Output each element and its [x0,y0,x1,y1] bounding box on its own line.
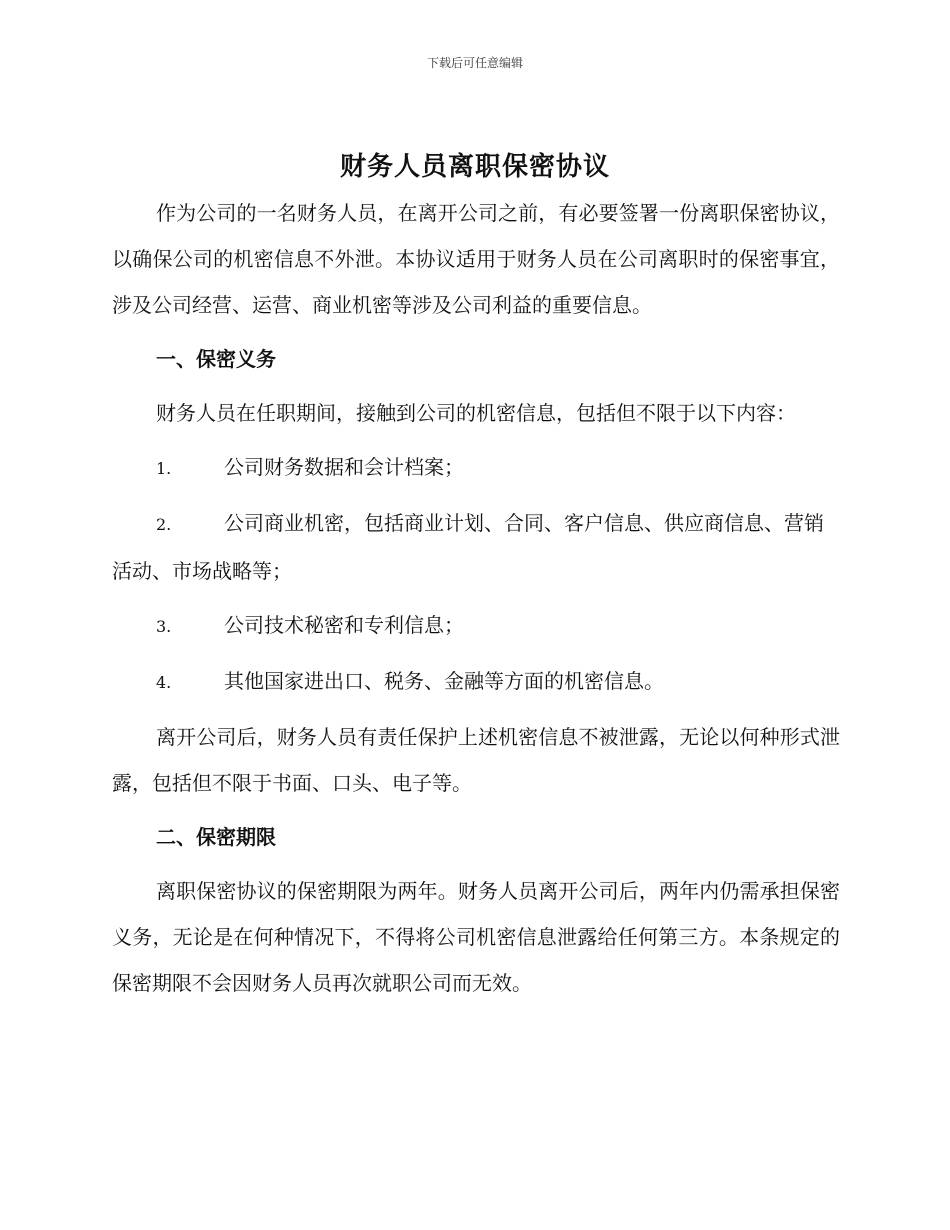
document-title: 财务人员离职保密协议 [339,152,610,182]
list-item [112,658,840,706]
list-item-text: 公司财务数据和会计档案； [224,455,464,479]
section1-lead-paragraph: 财务人员在任职期间，接触到公司的机密信息，包括但不限于以下内容： [156,401,796,425]
list-item-number: 2. [156,515,172,534]
list-item-number: 3. [156,617,172,636]
list-item-text: 其他国家进出口、税务、金融等方面的机密信息。 [224,669,664,693]
list-item-text: 公司商业机密，包括商业计划、合同、客户信息、供应商信息、营销活动、市场战略等； [112,511,824,583]
list-item-number: 4. [156,673,172,692]
intro-paragraph: 作为公司的一名财务人员，在离开公司之前，有必要签署一份离职保密协议，以确保公司的机密信息不外泄。本协议适用于财务人员在公司离职时的保密事宜，涉及公司经营、运营、商业机密等涉及公司利益的重要信息。 [112,201,840,317]
section2-body-paragraph: 离职保密协议的保密期限为两年。财务人员离开公司后，两年内仍需承担保密义务，无论是在何种情况下，不得将公司机密信息泄露给任何第三方。本条规定的保密期限不会因财务人员再次就职公司而无效。 [112,879,840,995]
list-item [112,444,840,492]
section1-closing-paragraph: 离开公司后，财务人员有责任保护上述机密信息不被泄露，无论以何种形式泄露，包括但不限于书面、口头、电子等。 [112,725,840,795]
section-heading-confidentiality-period: 二、保密期限 [156,825,276,849]
list-item-text: 公司技术秘密和专利信息； [224,613,464,637]
list-item-number: 1. [156,459,172,478]
header-note: 下载后可任意编辑 [426,56,523,70]
section-heading-confidentiality-duty: 一、保密义务 [156,347,276,371]
list-item [112,602,840,650]
list-item [112,500,840,594]
document-body [112,190,840,1014]
